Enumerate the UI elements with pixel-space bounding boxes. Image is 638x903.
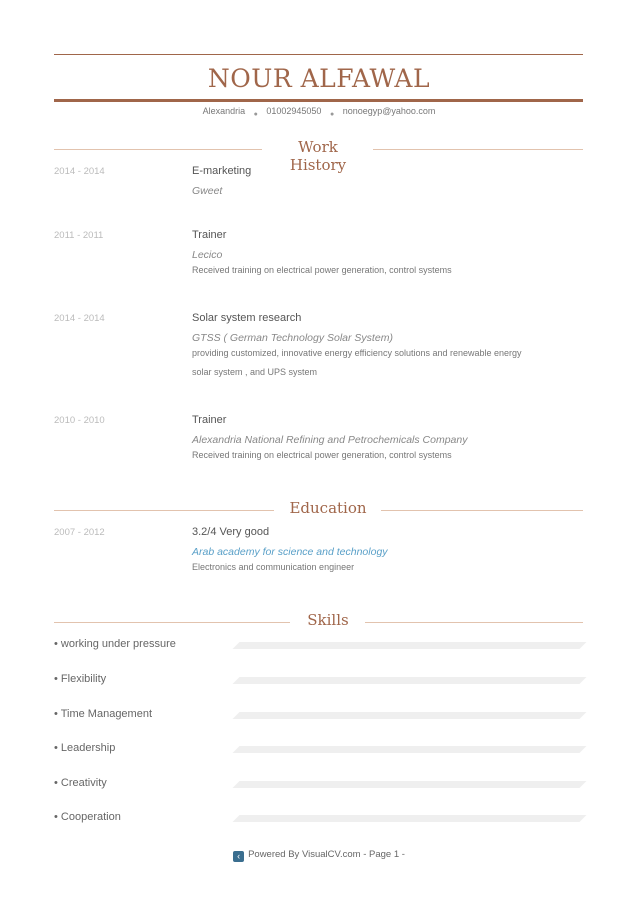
education-description: Electronics and communication engineer [192,562,355,572]
section-rule-right [346,622,583,623]
work-org: Gweet [192,185,223,197]
section-rule-left [54,149,262,150]
work-role: Trainer [192,414,227,426]
education-school[interactable]: Arab academy for science and technology [192,546,388,558]
skill-bar [233,746,587,753]
work-description: Received training on electrical power generation, control systems [192,450,452,460]
skill-bar [233,815,587,822]
section-title-work-history: Work History [263,138,373,174]
skill-label: • working under pressure [54,638,176,650]
education-date: 2007 - 2012 [54,527,105,538]
work-date: 2010 - 2010 [54,415,105,426]
skill-label: • Creativity [54,777,107,789]
work-description: Received training on electrical power generation, control systems [192,265,452,275]
candidate-name: NOUR ALFAWAL [207,64,431,93]
work-description: solar system , and UPS system [192,367,318,377]
skill-bar [233,642,587,649]
skill-label: • Flexibility [54,673,107,685]
section-rule-left [54,510,274,511]
name-rule [54,99,583,102]
work-description: providing customized, innovative energy efficiency solutions and renewable energy [192,348,522,358]
section-rule-right [373,149,583,150]
top-rule [54,54,583,55]
footer-text[interactable]: Powered By VisualCV.com - Page 1 - [248,849,405,860]
section-title-education: Education [275,499,381,517]
bullet-icon: ● [329,111,335,118]
contact-city: Alexandria [202,106,246,116]
contact-phone: 01002945050 [266,106,322,116]
section-title-skills: Skills [291,611,365,629]
skill-bar [233,677,587,684]
skill-label: • Time Management [54,708,153,720]
work-org: Alexandria National Refining and Petrochemicals Company [192,434,468,446]
skill-label: • Leadership [54,742,116,754]
contact-email[interactable]: nonoegyp@yahoo.com [342,106,436,116]
education-degree: 3.2/4 Very good [192,526,270,538]
skill-label: • Cooperation [54,811,121,823]
footer [0,849,638,862]
work-org: Lecico [192,249,223,261]
work-role: Solar system research [192,312,302,324]
work-role: E-marketing [192,165,252,177]
section-rule-left [54,622,290,623]
section-rule-right [362,510,583,511]
work-date: 2014 - 2014 [54,166,105,177]
work-org: GTSS ( German Technology Solar System) [192,332,393,344]
visualcv-logo-icon: ‹ [233,851,244,862]
work-role: Trainer [192,229,227,241]
skill-bar [233,712,587,719]
work-date: 2011 - 2011 [54,230,104,241]
work-date: 2014 - 2014 [54,313,105,324]
bullet-icon: ● [253,111,258,118]
contact-line [0,106,638,116]
skill-bar [233,781,587,788]
